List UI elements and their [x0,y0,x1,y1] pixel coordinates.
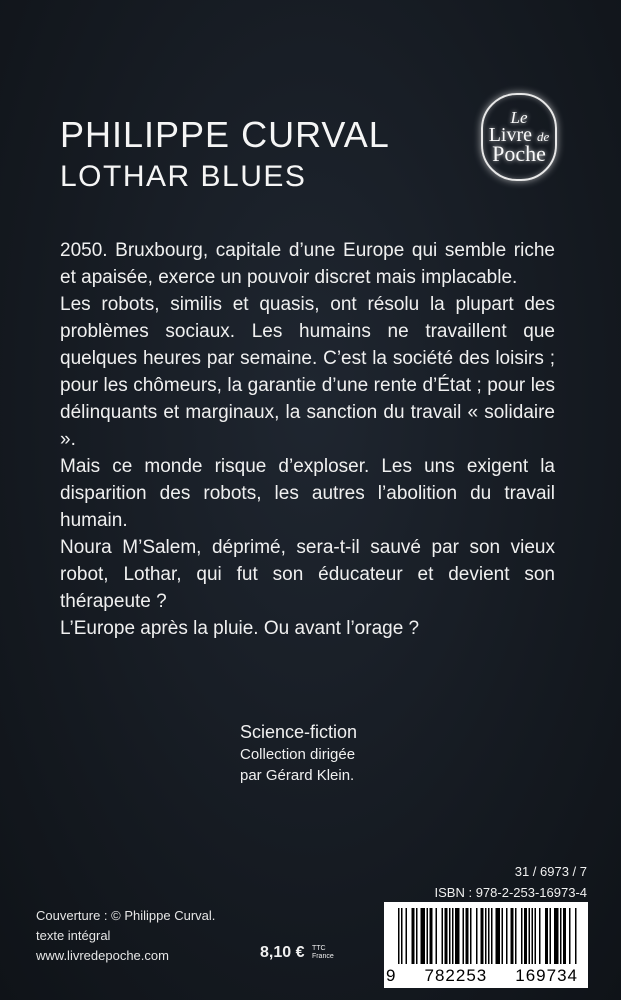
collection-line: Collection dirigée [240,746,356,763]
logo-line-3: Poche [492,140,546,166]
catalog-code: 31 / 6973 / 7 [514,864,587,879]
book-title: LOTHAR BLUES [60,160,307,193]
barcode-bar [481,908,484,964]
barcode-bar [521,908,523,964]
blurb-paragraph: 2050. Bruxbourg, capitale d’une Europe qui semble riche et apaisée, exerce un pouvoir discret mais implacable. [60,240,555,288]
author-name: PHILIPPE CURVAL [60,114,390,155]
blurb-paragraph: Mais ce monde risque d’exploser. Les uns exigent la disparition des robots, les autres l’abolition du travail humain. [60,456,555,531]
barcode-bar [398,908,400,964]
barcode-bar [427,908,429,964]
barcode-bar [406,908,408,964]
barcode-bar [524,908,527,964]
barcode-bar [455,908,460,964]
barcode-bar [511,908,514,964]
genre-block [240,720,357,786]
barcode-bar [442,908,444,964]
barcode-bar [445,908,448,964]
logo-word-livre: Livre [488,123,533,146]
barcode-bar [560,908,562,964]
price-ttc: TTC [311,945,326,952]
barcode-bar [545,908,548,964]
price [260,944,334,962]
barcode-bar [452,908,454,964]
genre-label: Science-fiction [240,722,358,742]
collection-editor: par Gérard Klein. [240,767,355,784]
barcode-bar [485,908,487,964]
website-link[interactable]: www.livredepoche.com [36,948,169,963]
barcode-bar [488,908,490,964]
barcode [384,902,588,988]
barcode-bar [502,908,504,964]
isbn: ISBN : 978-2-253-16973-4 [434,885,587,900]
barcode-bar [430,908,433,964]
barcode-bar [554,908,559,964]
barcode-bar [506,908,508,964]
barcode-bar [416,908,418,964]
barcode-bar [466,908,469,964]
barcode-bar [470,908,472,964]
barcode-bar [463,908,465,964]
credits [36,906,215,966]
barcode-bar [491,908,493,964]
barcode-digit-lead: 9 [386,966,397,985]
price-country: France [311,953,334,960]
logo-line-1: Le [510,107,528,127]
barcode-bar [436,908,438,964]
blurb [60,237,555,642]
barcode-bar [550,908,552,964]
barcode-digits-right: 169734 [515,966,578,985]
barcode-digits [384,966,588,986]
barcode-bars [398,908,580,964]
price-amount: 8,10 € [260,944,305,961]
barcode-bar [412,908,415,964]
barcode-bar [476,908,478,964]
barcode-bar [401,908,403,964]
barcode-bar [449,908,451,964]
price-tax-note [312,945,334,961]
barcode-bar [535,908,537,964]
blurb-paragraph: Les robots, similis et quasis, ont résolu la plupart des problèmes sociaux. Les humains ne travaillent que quelques heures par semaine. C’est la société des loisirs ; pour les chômeurs, la garantie d’une rente d’État ; pour les délinquants et marginaux, la sanction du travail « solidaire ». [60,294,555,450]
barcode-bar [529,908,531,964]
barcode-bar [532,908,534,964]
barcode-bar [569,908,571,964]
cover-credit: Couverture : © Philippe Curval. [36,908,216,923]
barcode-digits-left: 782253 [424,966,488,985]
barcode-bar [421,908,426,964]
edition-note: texte intégral [36,928,111,943]
blurb-paragraph: Noura M’Salem, déprimé, sera-t-il sauvé par son vieux robot, Lothar, qui fut son éducateur et devient son thérapeute ? [60,537,555,612]
blurb-paragraph: L’Europe après la pluie. Ou avant l’orage ? [60,618,420,639]
barcode-bar [563,908,566,964]
barcode-bar [539,908,541,964]
publisher-logo [481,93,557,181]
barcode-bar [515,908,517,964]
logo-word-de: de [537,128,550,144]
barcode-bar [496,908,501,964]
barcode-bar [575,908,577,964]
